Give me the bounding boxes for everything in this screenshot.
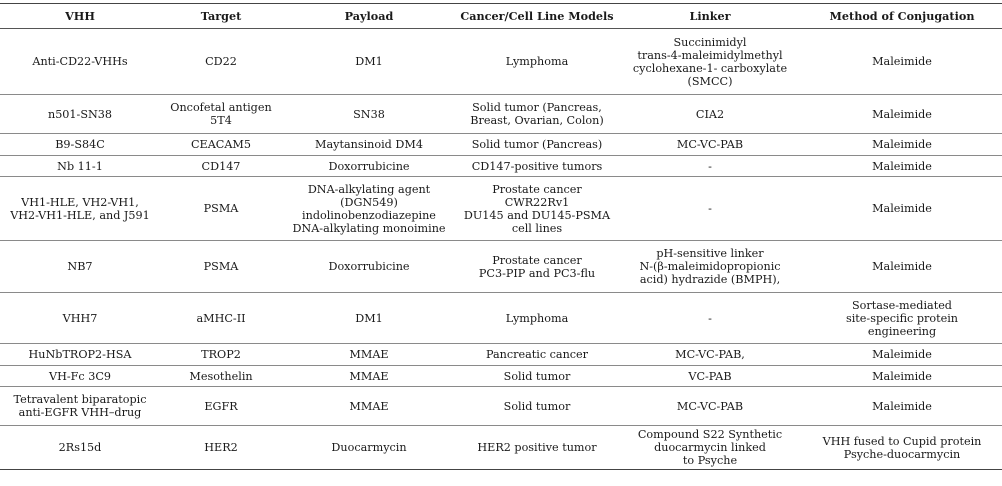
cancer-model-cell: Lymphoma [456, 29, 618, 95]
target-cell: PSMA [160, 177, 282, 241]
conjugation-cell: Maleimide [802, 29, 1002, 95]
linker-cell: VC-PAB [618, 366, 802, 387]
table-row [0, 177, 1002, 241]
vhh-cell: n501-SN38 [0, 95, 160, 134]
vhh-cell: B9-S84C [0, 134, 160, 156]
payload-cell: Duocarmycin [282, 426, 456, 470]
conjugation-cell: Maleimide [802, 387, 1002, 426]
payload-cell: MMAE [282, 387, 456, 426]
target-cell: TROP2 [160, 344, 282, 366]
conjugation-cell: Maleimide [802, 134, 1002, 156]
cancer-model-cell: CD147-positive tumors [456, 156, 618, 177]
table-row [0, 344, 1002, 366]
header-payload: Payload [282, 4, 456, 29]
cancer-model-cell: Prostate cancer CWR22Rv1 DU145 and DU145-PSMA cell lines [456, 177, 618, 241]
header-vhh: VHH [0, 4, 160, 29]
payload-cell: MMAE [282, 344, 456, 366]
payload-cell: Doxorrubicine [282, 241, 456, 293]
table-row [0, 95, 1002, 134]
table-row [0, 156, 1002, 177]
table-row [0, 134, 1002, 156]
target-cell: CEACAM5 [160, 134, 282, 156]
cancer-model-cell: HER2 positive tumor [456, 426, 618, 470]
conjugate-table [0, 3, 1002, 470]
conjugation-cell: VHH fused to Cupid protein Psyche-duocarmycin [802, 426, 1002, 470]
cancer-model-cell: Solid tumor [456, 366, 618, 387]
table-row [0, 29, 1002, 95]
linker-cell: CIA2 [618, 95, 802, 134]
payload-cell: DM1 [282, 293, 456, 344]
linker-cell: - [618, 293, 802, 344]
linker-cell: MC-VC-PAB [618, 134, 802, 156]
vhh-cell: Anti-CD22-VHHs [0, 29, 160, 95]
target-cell: Mesothelin [160, 366, 282, 387]
table-row [0, 366, 1002, 387]
vhh-cell: Nb 11-1 [0, 156, 160, 177]
cancer-model-cell: Solid tumor (Pancreas) [456, 134, 618, 156]
conjugation-cell: Maleimide [802, 95, 1002, 134]
payload-cell: DNA-alkylating agent (DGN549) indolinobenzodiazepine DNA-alkylating monoimine [282, 177, 456, 241]
table-row [0, 426, 1002, 470]
table-row [0, 293, 1002, 344]
linker-cell: - [618, 156, 802, 177]
linker-cell: MC-VC-PAB, [618, 344, 802, 366]
target-cell: aMHC-II [160, 293, 282, 344]
table-row [0, 387, 1002, 426]
payload-cell: Doxorrubicine [282, 156, 456, 177]
payload-cell: SN38 [282, 95, 456, 134]
table-body [0, 29, 1002, 470]
table-row [0, 241, 1002, 293]
linker-cell: MC-VC-PAB [618, 387, 802, 426]
linker-cell: pH-sensitive linker N-(β-maleimidopropionic acid) hydrazide (BMPH), [618, 241, 802, 293]
target-cell: EGFR [160, 387, 282, 426]
cancer-model-cell: Solid tumor (Pancreas, Breast, Ovarian, Colon) [456, 95, 618, 134]
conjugation-cell: Maleimide [802, 344, 1002, 366]
cancer-model-cell: Lymphoma [456, 293, 618, 344]
table-header-row [0, 4, 1002, 29]
header-target: Target [160, 4, 282, 29]
vhh-cell: Tetravalent biparatopic anti-EGFR VHH–drug [0, 387, 160, 426]
linker-cell: Compound S22 Synthetic duocarmycin linked to Psyche [618, 426, 802, 470]
conjugation-cell: Maleimide [802, 366, 1002, 387]
header-cancer-models: Cancer/Cell Line Models [456, 4, 618, 29]
vhh-cell: HuNbTROP2-HSA [0, 344, 160, 366]
target-cell: PSMA [160, 241, 282, 293]
linker-cell: Succinimidyl trans-4-maleimidylmethyl cyclohexane-1- carboxylate (SMCC) [618, 29, 802, 95]
target-cell: HER2 [160, 426, 282, 470]
vhh-cell: 2Rs15d [0, 426, 160, 470]
vhh-cell: VHH7 [0, 293, 160, 344]
cancer-model-cell: Pancreatic cancer [456, 344, 618, 366]
linker-cell: - [618, 177, 802, 241]
payload-cell: DM1 [282, 29, 456, 95]
vhh-cell: NB7 [0, 241, 160, 293]
payload-cell: Maytansinoid DM4 [282, 134, 456, 156]
conjugation-cell: Maleimide [802, 177, 1002, 241]
target-cell: CD147 [160, 156, 282, 177]
cancer-model-cell: Solid tumor [456, 387, 618, 426]
conjugation-cell: Sortase-mediated site-specific protein engineering [802, 293, 1002, 344]
conjugation-cell: Maleimide [802, 241, 1002, 293]
payload-cell: MMAE [282, 366, 456, 387]
vhh-cell: VH1-HLE, VH2-VH1, VH2-VH1-HLE, and J591 [0, 177, 160, 241]
conjugation-cell: Maleimide [802, 156, 1002, 177]
header-linker: Linker [618, 4, 802, 29]
vhh-cell: VH-Fc 3C9 [0, 366, 160, 387]
cancer-model-cell: Prostate cancer PC3-PIP and PC3-flu [456, 241, 618, 293]
target-cell: CD22 [160, 29, 282, 95]
header-conjugation-method: Method of Conjugation [802, 4, 1002, 29]
target-cell: Oncofetal antigen 5T4 [160, 95, 282, 134]
